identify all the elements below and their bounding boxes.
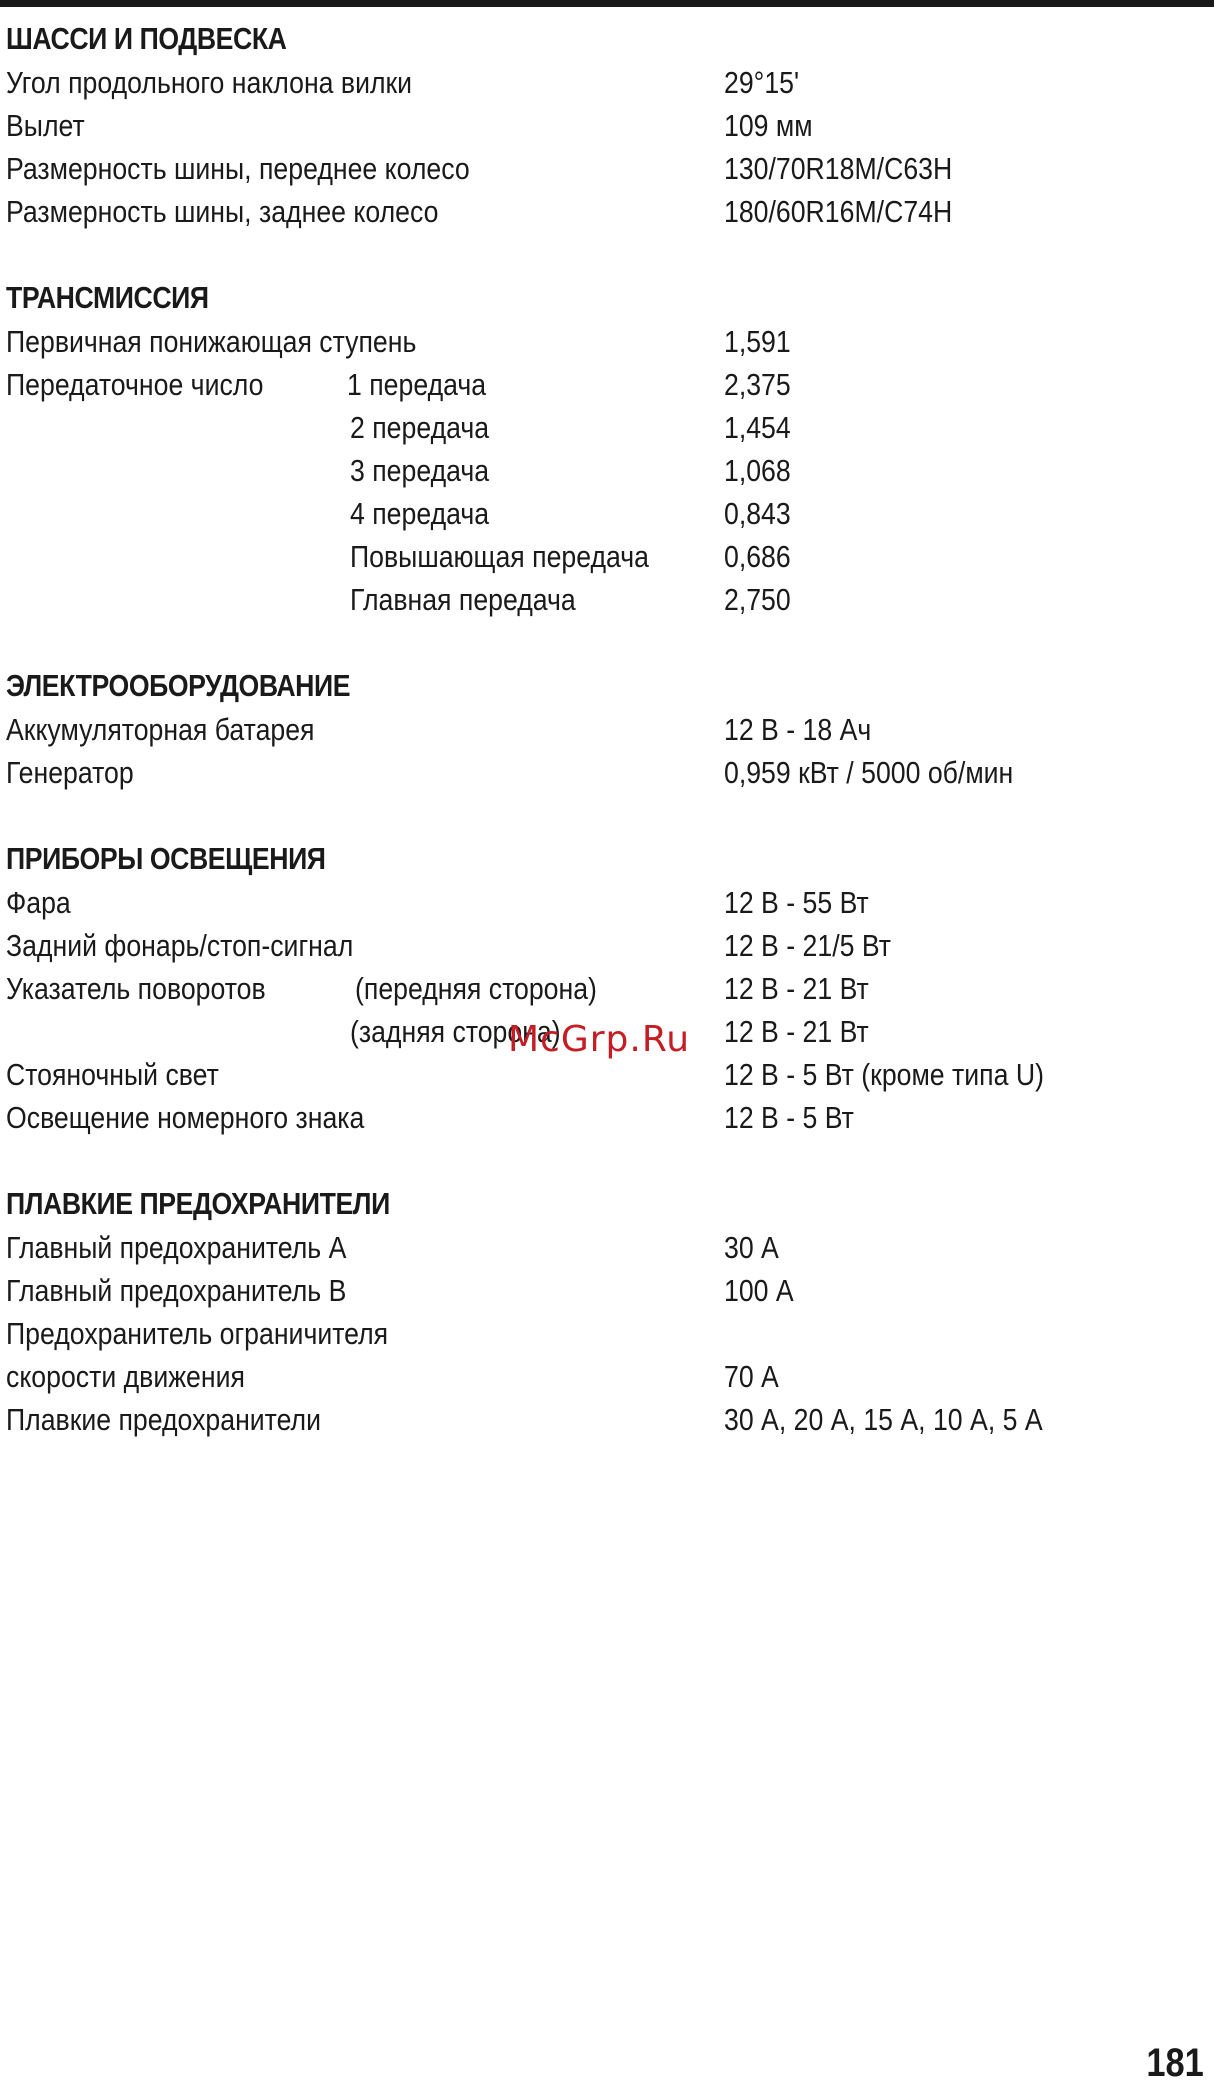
spec-row — [6, 406, 1206, 449]
spec-row — [6, 1226, 1206, 1269]
spec-label: Размерность шины, заднее колесо — [6, 194, 439, 229]
spec-label: Передаточное число — [6, 367, 264, 402]
spec-value: 30 А, 20 А, 15 А, 10 А, 5 А — [724, 1402, 1043, 1437]
spec-label: скорости движения — [6, 1359, 245, 1394]
spec-value: 12 В - 21 Вт — [724, 971, 869, 1006]
spec-row — [6, 147, 1206, 190]
spec-label: Генератор — [6, 755, 134, 790]
page-number: 181 — [1146, 2041, 1204, 2085]
spec-row — [6, 751, 1206, 794]
spec-sublabel: (передняя сторона) — [355, 971, 597, 1006]
spec-sublabel: 2 передача — [350, 410, 490, 445]
spec-value: 12 В - 5 Вт (кроме типа U) — [724, 1057, 1044, 1092]
spec-row — [6, 363, 1206, 406]
spec-label: Главный предохранитель A — [6, 1230, 347, 1265]
spec-page — [6, 17, 1206, 1484]
spec-row — [6, 708, 1206, 751]
section-heading: ТРАНСМИССИЯ — [6, 280, 209, 315]
spec-sublabel: 4 передача — [350, 496, 490, 531]
spec-row — [6, 967, 1206, 1010]
spec-value: 1,068 — [724, 453, 791, 488]
spec-label: Освещение номерного знака — [6, 1100, 365, 1135]
spec-row — [6, 320, 1206, 363]
section-heading: ПЛАВКИЕ ПРЕДОХРАНИТЕЛИ — [6, 1186, 390, 1221]
spec-label: Указатель поворотов — [6, 971, 266, 1006]
spec-label: Фара — [6, 885, 71, 920]
spec-row — [6, 1355, 1206, 1398]
spec-value: 1,454 — [724, 410, 791, 445]
spec-sublabel: Повышающая передача — [350, 539, 649, 574]
section-heading: ЭЛЕКТРООБОРУДОВАНИЕ — [6, 668, 351, 703]
spec-label: Аккумуляторная батарея — [6, 712, 315, 747]
section-heading: ШАССИ И ПОДВЕСКА — [6, 21, 287, 56]
spec-label: Стояночный свет — [6, 1057, 219, 1092]
spec-row — [6, 881, 1206, 924]
spec-value: 100 А — [724, 1273, 794, 1308]
spec-row — [6, 1312, 1206, 1355]
spec-row — [6, 924, 1206, 967]
spec-value: 1,591 — [724, 324, 791, 359]
spec-label: Размерность шины, переднее колесо — [6, 151, 470, 186]
spec-value: 2,750 — [724, 582, 791, 617]
spec-row — [6, 492, 1206, 535]
spec-label: Первичная понижающая ступень — [6, 324, 417, 359]
spec-row — [6, 190, 1206, 233]
spec-label: Главный предохранитель B — [6, 1273, 347, 1308]
spec-label: Предохранитель ограничителя — [6, 1316, 389, 1351]
spec-value: 29°15' — [724, 65, 800, 100]
section-electrical — [6, 664, 1206, 794]
spec-row — [6, 1096, 1206, 1139]
spec-sublabel: 1 передача — [347, 367, 487, 402]
spec-value: 12 В - 18 Ач — [724, 712, 872, 747]
spec-row — [6, 449, 1206, 492]
spec-label: Задний фонарь/стоп-сигнал — [6, 928, 354, 963]
spec-row — [6, 1269, 1206, 1312]
spec-value: 0,843 — [724, 496, 791, 531]
spec-value: 12 В - 55 Вт — [724, 885, 869, 920]
spec-value: 0,686 — [724, 539, 791, 574]
spec-row — [6, 1398, 1206, 1441]
spec-row — [6, 535, 1206, 578]
spec-sublabel: 3 передача — [350, 453, 490, 488]
spec-value: 12 В - 5 Вт — [724, 1100, 854, 1135]
spec-sublabel: (задняя сторона) — [350, 1014, 561, 1049]
spec-value: 2,375 — [724, 367, 791, 402]
spec-value: 109 мм — [724, 108, 813, 143]
spec-sublabel: Главная передача — [350, 582, 576, 617]
section-chassis — [6, 17, 1206, 233]
spec-value: 70 А — [724, 1359, 779, 1394]
spec-row — [6, 61, 1206, 104]
top-rule — [0, 0, 1214, 7]
spec-value: 30 А — [724, 1230, 779, 1265]
spec-label: Вылет — [6, 108, 85, 143]
section-fuses — [6, 1182, 1206, 1441]
spec-row — [6, 578, 1206, 621]
section-lighting — [6, 837, 1206, 1139]
spec-value: 12 В - 21/5 Вт — [724, 928, 891, 963]
spec-value: 12 В - 21 Вт — [724, 1014, 869, 1049]
section-heading: ПРИБОРЫ ОСВЕЩЕНИЯ — [6, 841, 326, 876]
spec-label: Плавкие предохранители — [6, 1402, 321, 1437]
spec-value: 130/70R18M/C63H — [724, 151, 953, 186]
watermark: McGrp.Ru — [508, 1019, 691, 1060]
spec-value: 180/60R16M/C74H — [724, 194, 953, 229]
spec-value: 0,959 кВт / 5000 об/мин — [724, 755, 1014, 790]
spec-label: Угол продольного наклона вилки — [6, 65, 413, 100]
section-transmission — [6, 276, 1206, 621]
spec-row — [6, 104, 1206, 147]
